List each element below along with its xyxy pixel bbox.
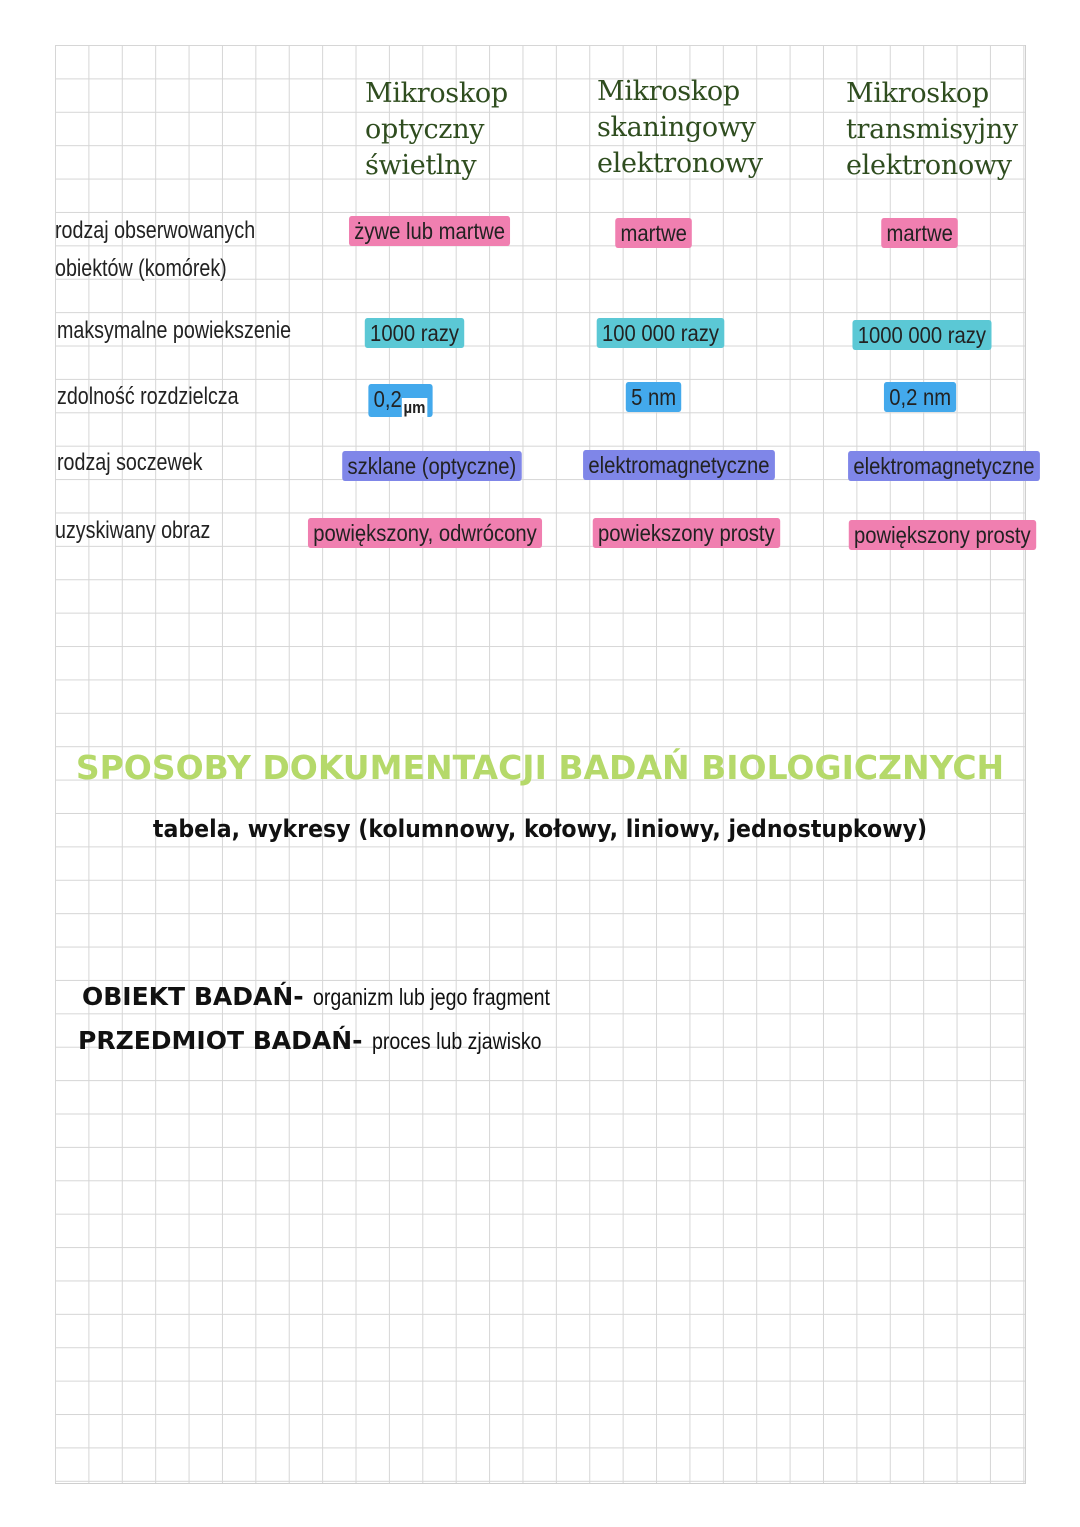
cell-sem-image: powiekszony prosty — [593, 518, 780, 548]
resolution-unit: µm — [403, 398, 426, 417]
cell-optical-lenses: szklane (optyczne) — [342, 451, 521, 481]
cell-optical-magnification: 1000 razy — [365, 318, 464, 348]
definition-object — [82, 982, 591, 1011]
row-label-line: maksymalne powiekszenie — [57, 317, 292, 344]
cell-sem-object-type: martwe — [615, 218, 692, 248]
header-line: elektronowy — [597, 148, 763, 179]
cell-tem-resolution: 0,2 nm — [884, 382, 956, 412]
cell-tem-lenses: elektromagnetyczne — [848, 451, 1040, 481]
row-label-line: uzyskiwany obraz — [55, 517, 211, 544]
definition-text: proces lub zjawisko — [371, 1028, 542, 1054]
row-label-line: rodzaj obserwowanych — [55, 217, 256, 244]
section-title: SPOSOBY DOKUMENTACJI BADAŃ BIOLOGICZNYCH — [75, 748, 1005, 787]
row-label-resolution — [57, 378, 239, 416]
definition-text: organizm lub jego fragment — [312, 984, 550, 1010]
row-label-object-type — [55, 212, 255, 288]
row-label-lenses — [57, 444, 202, 482]
row-label-image — [55, 512, 210, 550]
header-line: transmisyjny — [846, 114, 1018, 145]
header-line: Mikroskop — [365, 78, 508, 109]
row-label-line: obiektów (komórek) — [55, 255, 227, 282]
section-subtitle: tabela, wykresy (kolumnowy, kołowy, liniowy, jednostupkowy) — [152, 815, 928, 843]
row-label-line: rodzaj soczewek — [57, 449, 203, 476]
cell-tem-object-type: martwe — [881, 218, 958, 248]
column-header-sem — [597, 74, 763, 182]
cell-sem-resolution: 5 nm — [626, 382, 682, 412]
header-line: skaningowy — [597, 112, 756, 143]
definition-subject — [78, 1026, 571, 1055]
cell-tem-magnification: 1000 000 razy — [852, 320, 991, 350]
definition-term: PRZEDMIOT BADAŃ- — [78, 1026, 363, 1055]
header-line: świetlny — [365, 150, 477, 181]
cell-tem-image: powiększony prosty — [849, 520, 1036, 550]
cell-optical-resolution — [368, 384, 432, 417]
definition-term: OBIEKT BADAŃ- — [82, 982, 304, 1011]
column-header-tem — [846, 76, 1018, 184]
cell-sem-lenses: elektromagnetyczne — [583, 450, 775, 480]
column-header-optical — [365, 76, 508, 184]
header-line: Mikroskop — [597, 76, 740, 107]
cell-optical-object-type: żywe lub martwe — [349, 216, 510, 246]
row-label-magnification — [57, 312, 291, 350]
header-line: elektronowy — [846, 150, 1012, 181]
cell-optical-image: powiększony, odwrócony — [308, 518, 542, 548]
cell-sem-magnification: 100 000 razy — [597, 318, 725, 348]
resolution-value: 0,2 — [373, 386, 402, 412]
header-line: Mikroskop — [846, 78, 989, 109]
header-line: optyczny — [365, 114, 485, 145]
row-label-line: zdolność rozdzielcza — [57, 383, 239, 410]
